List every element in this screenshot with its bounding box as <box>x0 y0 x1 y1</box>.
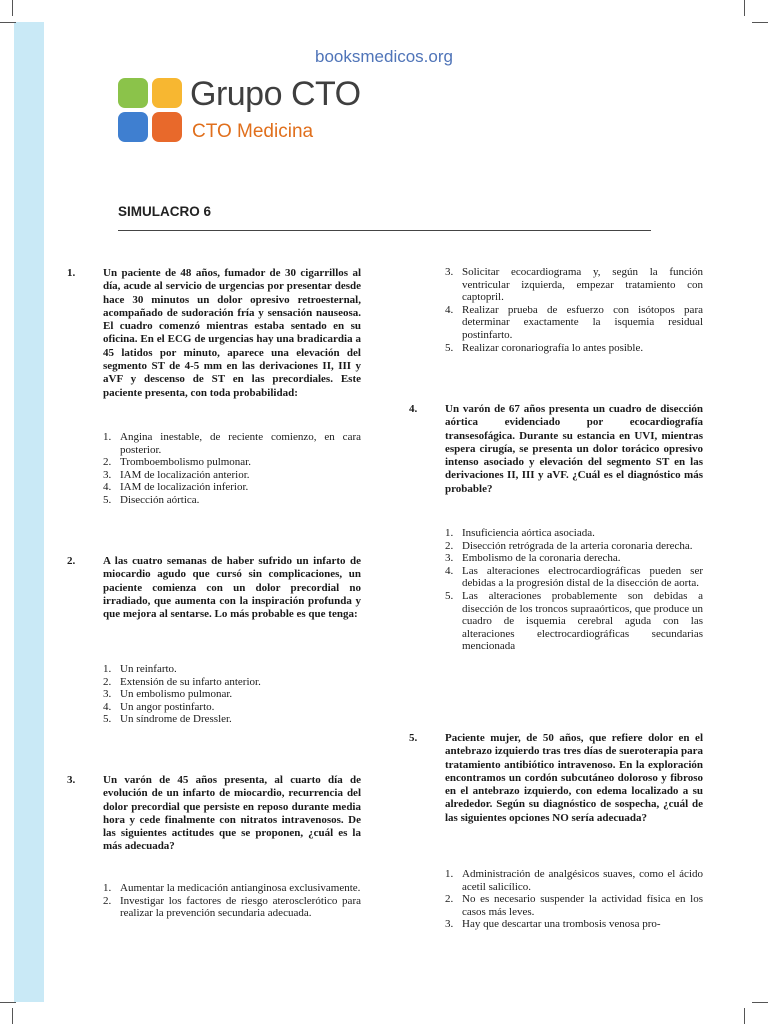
watermark-text: booksmedicos.org <box>315 47 453 66</box>
crop-mark <box>12 1008 13 1024</box>
answer-options <box>445 266 703 354</box>
title-divider <box>118 230 651 231</box>
crop-mark <box>752 22 768 23</box>
answer-option[interactable]: 1. Aumentar la medicación antianginosa exclusivamente. <box>103 882 361 894</box>
answer-option[interactable]: 5. Disección aórtica. <box>103 493 200 506</box>
crop-mark <box>0 22 16 23</box>
answer-option[interactable]: 1. Un reinfarto. <box>103 663 177 675</box>
answer-option[interactable]: 1. Administración de analgésicos suaves, como el ácido acetil salicílico. <box>445 868 703 893</box>
answer-option[interactable]: 4. Las alteraciones electrocardiográficas pueden ser debidas a la progresión distal de la disección de aorta. <box>445 564 703 590</box>
answer-option[interactable]: 5. Realizar coronariografía lo antes posible. <box>445 341 644 354</box>
answer-options <box>103 882 361 920</box>
answer-option[interactable]: 2. Disección retrógrada de la arteria coronaria derecha. <box>445 539 693 552</box>
question-number: 1. <box>67 267 76 279</box>
brand-subtitle: CTO Medicina <box>192 121 314 142</box>
answer-option[interactable]: 3. Embolismo de la coronaria derecha. <box>445 552 621 565</box>
question-2 <box>67 555 361 726</box>
crop-mark <box>744 0 745 16</box>
answer-option[interactable]: 5. Un síndrome de Dressler. <box>103 713 232 726</box>
crop-mark <box>12 0 13 16</box>
answer-option[interactable]: 5. Las alteraciones probablemente son debidas a disección de los troncos supraaórticos, que produce un cuadro de isquemia cerebral aguda con las alteraciones electrocardiográficas secundarias mencionada <box>445 589 703 653</box>
question-stem: Paciente mujer, de 50 años, que refiere dolor en el antebrazo izquierdo tras tres días de sueroterapia para tratamiento antibiótico intravenoso. En la exploración encontramos un cordón subcutáneo doloroso y fibroso en el antebrazo izquierdo, con edema localizado a su alrededor. Según su diagnóstico de sospecha, ¿cuál de las siguientes opciones NO sería adecuada? <box>445 732 703 824</box>
crop-mark <box>744 1008 745 1024</box>
answer-option[interactable]: 2. No es necesario suspender la actividad física en los casos más leves. <box>445 893 703 918</box>
question-4 <box>409 403 703 653</box>
cto-logo-icon <box>118 78 182 142</box>
answer-options <box>445 527 703 653</box>
question-number: 2. <box>67 555 76 567</box>
page-edge-strip <box>14 22 44 1002</box>
answer-options <box>445 868 703 931</box>
answer-option[interactable]: 2. Extensión de su infarto anterior. <box>103 675 261 688</box>
answer-options <box>103 663 361 726</box>
answer-option[interactable]: 1. Insuficiencia aórtica asociada. <box>445 527 595 539</box>
question-stem: Un paciente de 48 años, fumador de 30 cigarrillos al día, acude al servicio de urgencias por presentar desde hace 30 minutos un dolor opresivo retroesternal, acompañado de sudoración fría y sensación nauseosa. El cuadro comenzó mientras estaba sentado en su oficina. En el ECG de urgencias hay una bradicardia a 45 latidos por minuto, aparece una elevación del segmento ST de 4-5 mm en las derivaciones II, III y aVF y descenso de ST en las precordiales. Este paciente presenta, con toda probabilidad: <box>103 267 361 399</box>
answer-option[interactable]: 3. IAM de localización anterior. <box>103 468 250 481</box>
brand-title: Grupo CTO <box>190 75 361 113</box>
question-number: 4. <box>409 403 418 415</box>
answer-option[interactable]: 4. Realizar prueba de esfuerzo con isótopos para determinar exactamente la isquemia residual postinfarto. <box>445 303 703 341</box>
crop-mark <box>0 1002 16 1003</box>
answer-option[interactable]: 2. Tromboembolismo pulmonar. <box>103 456 251 469</box>
answer-option[interactable]: 4. Un angor postinfarto. <box>103 700 215 713</box>
answer-option[interactable]: 4. IAM de localización inferior. <box>103 481 249 494</box>
answer-option[interactable]: 3. Solicitar ecocardiograma y, según la función ventricular izquierda, empezar tratamiento con captopril. <box>445 266 703 304</box>
answer-option[interactable]: 1. Angina inestable, de reciente comienzo, en cara posterior. <box>103 431 361 456</box>
answer-option[interactable]: 2. Investigar los factores de riesgo aterosclerótico para realizar la prevención secundaria adecuada. <box>103 894 361 920</box>
question-3 <box>67 774 361 920</box>
question-stem: Un varón de 67 años presenta un cuadro de disección aórtica evidenciado por ecocardiografía transesofágica. Durante su estancia en UVI, mientras espera cirugía, se presenta un dolor torácico opresivo intenso asociado y elevación del segmento ST en las derivaciones II, III y aVF. ¿Cuál es el diagnóstico más probable? <box>445 403 703 495</box>
question-number: 5. <box>409 732 418 744</box>
crop-mark <box>752 1002 768 1003</box>
answer-option[interactable]: 3. Hay que descartar una trombosis venosa pro- <box>445 918 661 931</box>
answer-options <box>103 431 361 507</box>
exam-title: SIMULACRO 6 <box>118 204 212 219</box>
question-stem: Un varón de 45 años presenta, al cuarto día de evolución de un infarto de miocardio, recurrencia del dolor precordial que persiste en reposo durante media hora y cede finalmente con nitratos intravenosos. De las siguientes actitudes que se proponen, ¿cuál es la más adecuada? <box>103 774 361 853</box>
question-stem: A las cuatro semanas de haber sufrido un infarto de miocardio agudo que cursó sin complicaciones, un paciente comienza con un dolor precordial no irradiado, que aumenta con la inspiración profunda y que mejora al sentarse. Lo más probable es que tenga: <box>103 555 361 621</box>
question-1 <box>67 267 361 506</box>
question-5 <box>409 732 703 931</box>
question-number: 3. <box>67 774 76 786</box>
answer-option[interactable]: 3. Un embolismo pulmonar. <box>103 688 233 701</box>
